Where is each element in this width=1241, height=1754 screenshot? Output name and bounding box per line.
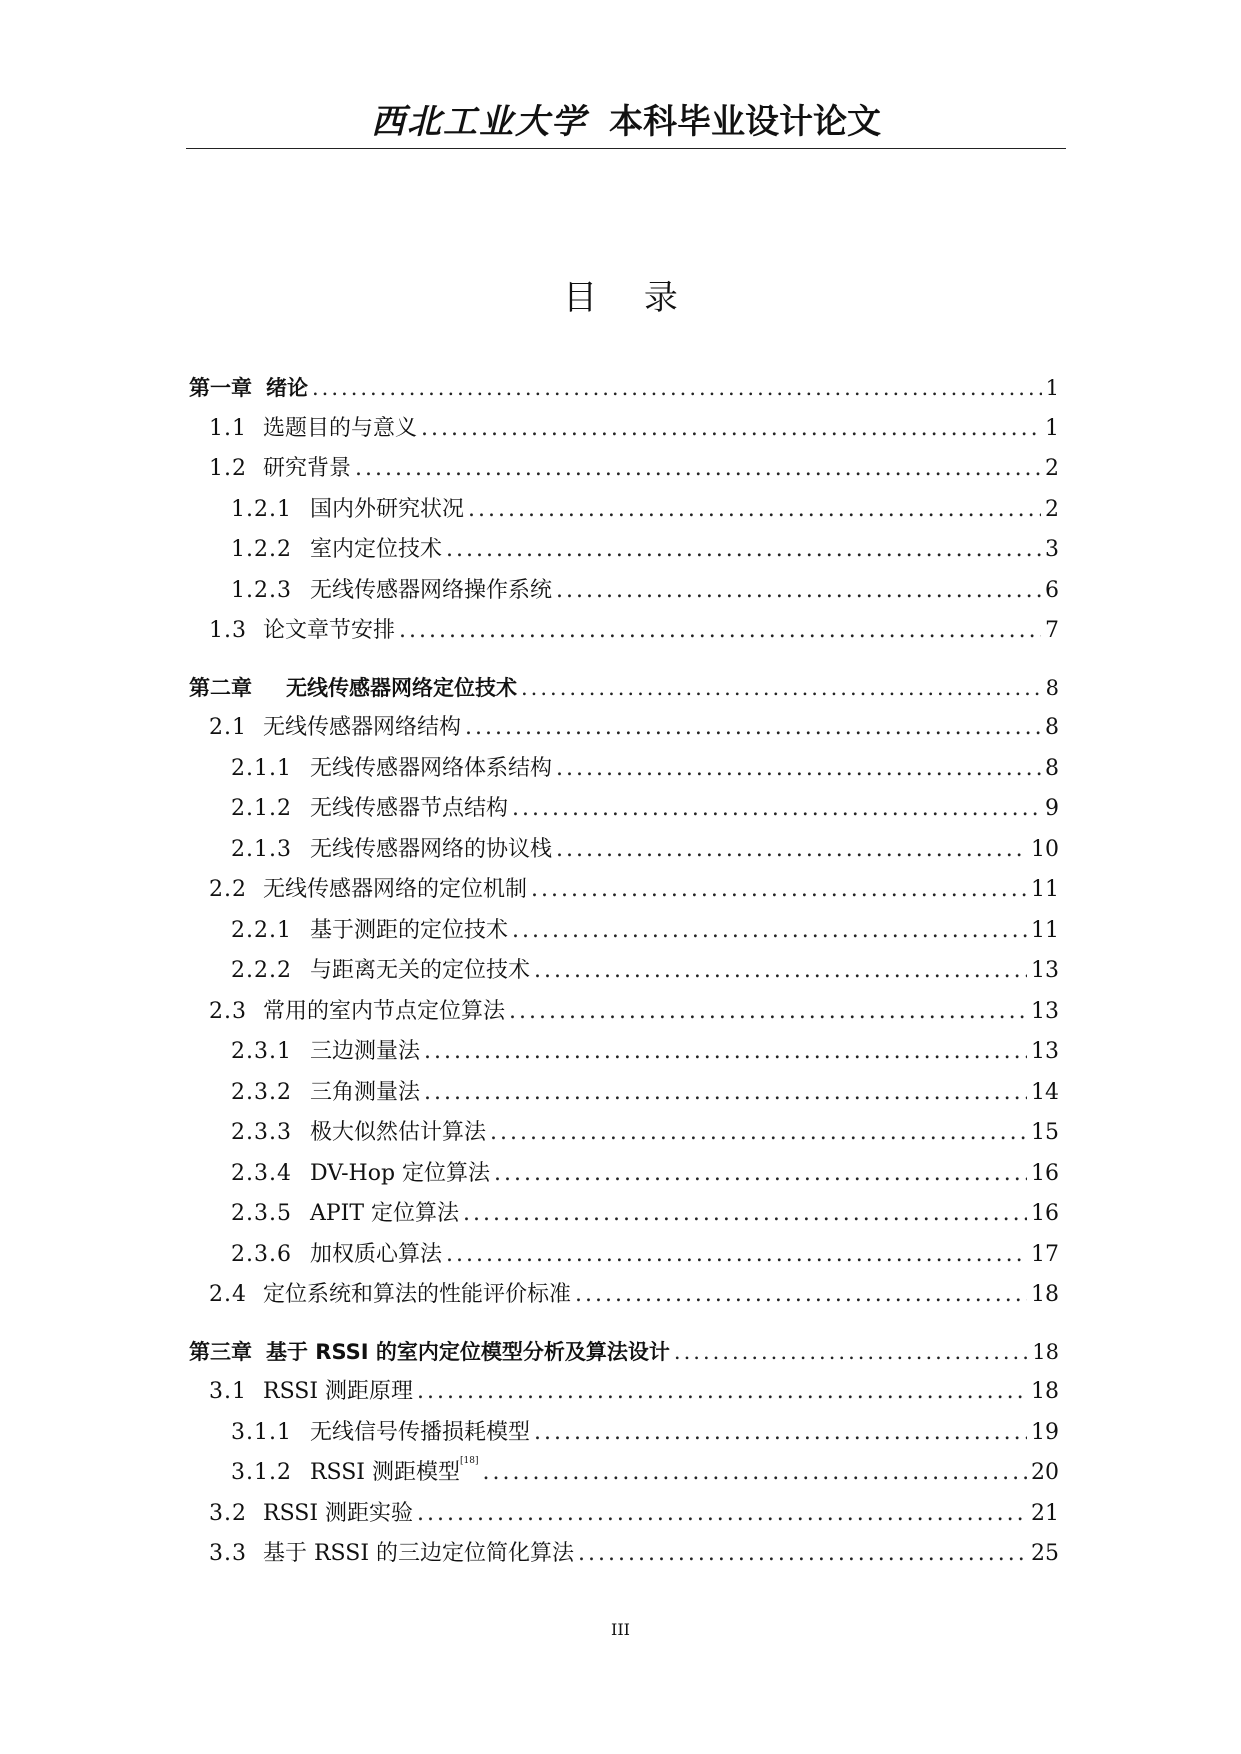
toc-entry-title <box>266 368 308 409</box>
dot-leader <box>446 1235 1027 1276</box>
toc-entry-title-text: 基于 RSSI 的三边定位简化算法 <box>263 1541 574 1566</box>
dot-leader <box>421 409 1041 450</box>
toc-entry[interactable] <box>189 611 1059 652</box>
dot-leader <box>424 1073 1027 1114</box>
toc-entry-page: 25 <box>1031 1541 1059 1566</box>
toc-entry-page: 8 <box>1045 675 1059 700</box>
header-divider <box>186 148 1066 149</box>
toc-entry-title-text: 研究背景 <box>263 456 352 481</box>
toc-entry-title-text: 三边测量法 <box>309 1039 420 1064</box>
toc-entry-page: 18 <box>1031 1282 1059 1307</box>
toc-entry-page: 18 <box>1032 1339 1059 1364</box>
dot-leader <box>490 1113 1027 1154</box>
toc-entry-title <box>286 668 517 709</box>
toc-entry-number: 第二章 <box>189 675 252 700</box>
toc-entry-number: 2.3.2 <box>231 1079 292 1105</box>
toc-entry-title <box>263 870 527 911</box>
toc-entry-number: 3.1.2 <box>231 1460 292 1485</box>
toc-entry-title <box>310 571 552 612</box>
dot-leader <box>482 1453 1027 1494</box>
toc-entry-page: 13 <box>1031 1039 1059 1064</box>
toc-entry[interactable] <box>189 668 1059 709</box>
dot-leader <box>399 611 1041 652</box>
toc-entry-page: 16 <box>1031 1160 1059 1186</box>
toc-entry-title <box>263 992 505 1033</box>
toc-entry-title <box>310 749 552 790</box>
toc-entry-number: 第三章 <box>189 1339 252 1364</box>
toc-entry-number: 3.1.1 <box>231 1419 292 1445</box>
toc-entry-page: 16 <box>1031 1201 1059 1226</box>
toc-entry[interactable] <box>189 830 1059 871</box>
dot-leader <box>534 951 1027 992</box>
toc-entry[interactable] <box>189 1413 1059 1454</box>
toc-entry[interactable] <box>189 1494 1059 1535</box>
dot-leader <box>512 789 1041 830</box>
toc-entry-title-text: 与距离无关的定位技术 <box>309 958 530 983</box>
dot-leader <box>312 368 1042 409</box>
toc-entry-page: 3 <box>1045 537 1059 562</box>
toc-entry-title-text: 常用的室内节点定位算法 <box>263 998 506 1024</box>
toc-entry-title-text: 室内定位技术 <box>309 537 442 562</box>
toc-entry-number: 1.1 <box>209 415 247 441</box>
toc-entry[interactable] <box>189 1332 1059 1373</box>
toc-entry-title-text: 无线传感器网络定位技术 <box>286 675 517 700</box>
toc-entry-title-text: 无线传感器节点结构 <box>309 796 508 821</box>
toc-entry-title-text: 无线传感器网络体系结构 <box>309 755 552 781</box>
dot-leader <box>509 992 1027 1033</box>
toc-entry-title-text: 论文章节安排 <box>263 618 396 643</box>
dot-leader <box>521 668 1042 709</box>
toc-entry-page: 8 <box>1045 755 1059 781</box>
toc-entry[interactable] <box>189 1073 1059 1114</box>
toc-entry[interactable] <box>189 1113 1059 1154</box>
toc-entry-title-text: 极大似然估计算法 <box>309 1120 486 1145</box>
toc-entry-page: 2 <box>1045 456 1059 481</box>
toc-entry-page: 13 <box>1031 998 1059 1024</box>
toc-entry-title <box>310 789 508 830</box>
toc-entry-title-text: DV-Hop 定位算法 <box>309 1160 491 1186</box>
toc-entry-number: 2.3.6 <box>231 1241 292 1267</box>
toc-entry-number: 2.3.4 <box>231 1160 292 1186</box>
toc-entry-title-text: 无线传感器网络的协议栈 <box>309 836 552 862</box>
dot-leader <box>531 870 1027 911</box>
toc-entry-title-text: RSSI 测距模型 <box>309 1460 460 1485</box>
toc-entry[interactable] <box>189 1534 1059 1575</box>
document-type: 本科毕业设计论文 <box>609 102 881 142</box>
toc-entry[interactable] <box>189 951 1059 992</box>
dot-leader <box>355 449 1041 490</box>
toc-entry-page: 2 <box>1045 496 1059 522</box>
toc-entry-title-text: 无线信号传播损耗模型 <box>309 1419 530 1445</box>
dot-leader <box>556 571 1041 612</box>
toc-entry[interactable] <box>189 870 1059 911</box>
toc-entry-title <box>310 490 464 531</box>
toc-entry-title-text: 国内外研究状况 <box>309 496 464 522</box>
toc-entry-title <box>310 1073 420 1114</box>
toc-entry-title-text: RSSI 测距实验 <box>263 1500 414 1526</box>
toc-entry-page: 19 <box>1031 1419 1059 1445</box>
dot-leader <box>463 1194 1027 1235</box>
toc-entry[interactable] <box>189 449 1059 490</box>
dot-leader <box>556 830 1027 871</box>
toc-entry[interactable] <box>189 1372 1059 1413</box>
toc-entry-number: 2.1.2 <box>231 796 292 821</box>
toc-entry-page: 11 <box>1031 877 1059 902</box>
toc-entry-page: 13 <box>1031 958 1059 983</box>
toc-entry-title <box>310 530 442 571</box>
toc-entry-page: 18 <box>1031 1379 1059 1404</box>
toc-entry-title-text: 无线传感器网络操作系统 <box>309 577 552 603</box>
dot-leader <box>417 1372 1027 1413</box>
toc-entry-title <box>263 409 417 450</box>
dot-leader <box>534 1413 1027 1454</box>
dot-leader <box>468 490 1041 531</box>
toc-entry-number: 1.2 <box>209 456 247 481</box>
toc-entry-title <box>263 708 461 749</box>
toc-entry-page: 1 <box>1045 415 1059 441</box>
toc-entry-title <box>310 1032 420 1073</box>
toc-entry-title <box>263 1275 571 1316</box>
toc-entry-title-text: 基于测距的定位技术 <box>309 917 508 943</box>
toc-entry-number: 1.3 <box>209 618 247 643</box>
toc-entry[interactable] <box>189 1453 1059 1494</box>
toc-entry-title <box>266 1332 670 1373</box>
dot-leader <box>578 1534 1027 1575</box>
toc-entry-number: 2.3.1 <box>231 1039 292 1064</box>
toc-entry-title-text: 绪论 <box>266 376 308 400</box>
dot-leader <box>556 749 1041 790</box>
table-of-contents <box>189 368 1059 1575</box>
toc-entry[interactable] <box>189 1194 1059 1235</box>
toc-entry-page: 14 <box>1031 1079 1059 1105</box>
toc-entry-page: 20 <box>1031 1460 1059 1485</box>
toc-entry[interactable] <box>189 1154 1059 1195</box>
dot-leader <box>465 708 1041 749</box>
toc-entry-number: 2.4 <box>209 1282 247 1307</box>
toc-entry-title <box>263 1534 574 1575</box>
toc-entry-number: 3.1 <box>209 1379 247 1404</box>
toc-entry-title-text: 基于 RSSI 的室内定位模型分析及算法设计 <box>266 1339 670 1364</box>
dot-leader <box>446 530 1041 571</box>
toc-entry[interactable] <box>189 409 1059 450</box>
toc-entry-number: 2.1.1 <box>231 755 292 781</box>
toc-entry-title-text: RSSI 测距原理 <box>263 1379 414 1404</box>
citation-marker: [18] <box>460 1456 479 1466</box>
toc-entry-title-text: APIT 定位算法 <box>309 1201 460 1226</box>
toc-entry[interactable] <box>189 490 1059 531</box>
toc-entry-page: 21 <box>1031 1500 1059 1526</box>
toc-entry-number: 1.2.1 <box>231 496 292 522</box>
toc-entry[interactable] <box>189 749 1059 790</box>
toc-title: 目 录 <box>563 278 696 318</box>
toc-entry-title <box>263 611 395 652</box>
university-name: 西北工业大学 <box>371 102 587 142</box>
toc-entry-title <box>310 951 530 992</box>
toc-entry-title <box>310 1194 459 1235</box>
toc-entry-title-text: 定位系统和算法的性能评价标准 <box>263 1282 572 1307</box>
toc-entry-number: 2.1 <box>209 715 247 740</box>
toc-entry-title <box>310 1154 490 1195</box>
toc-entry-title <box>310 1413 530 1454</box>
toc-entry-page: 8 <box>1045 715 1059 740</box>
toc-entry-number: 2.2.2 <box>231 958 292 983</box>
toc-entry-page: 9 <box>1045 796 1059 821</box>
toc-entry[interactable] <box>189 1275 1059 1316</box>
toc-entry-title-text: 选题目的与意义 <box>263 415 418 441</box>
toc-entry-number: 2.1.3 <box>231 836 292 862</box>
toc-entry-number: 2.2 <box>209 877 247 902</box>
toc-entry-page: 7 <box>1045 618 1059 643</box>
dot-leader <box>494 1154 1027 1195</box>
toc-entry-title <box>310 1453 479 1494</box>
toc-entry[interactable] <box>189 789 1059 830</box>
toc-entry-page: 17 <box>1031 1241 1059 1267</box>
toc-entry-title <box>310 830 552 871</box>
toc-entry-title-text: 无线传感器网络结构 <box>263 715 462 740</box>
toc-entry-number: 2.2.1 <box>231 917 292 943</box>
toc-entry-number: 第一章 <box>189 376 252 400</box>
page-number: III <box>611 1620 630 1639</box>
toc-entry-page: 10 <box>1031 836 1059 862</box>
dot-leader <box>674 1332 1028 1373</box>
toc-entry-title <box>310 1113 486 1154</box>
toc-entry-title <box>263 449 351 490</box>
toc-entry-title <box>263 1494 413 1535</box>
toc-entry[interactable] <box>189 708 1059 749</box>
toc-entry-page: 6 <box>1045 577 1059 603</box>
toc-entry-page: 15 <box>1031 1120 1059 1145</box>
dot-leader <box>424 1032 1027 1073</box>
toc-entry-title <box>310 1235 442 1276</box>
page-header <box>186 96 1066 148</box>
toc-entry-number: 2.3.3 <box>231 1120 292 1145</box>
toc-entry-number: 1.2.2 <box>231 537 292 562</box>
toc-entry-number: 1.2.3 <box>231 577 292 603</box>
toc-entry-title-text: 加权质心算法 <box>309 1241 442 1267</box>
toc-entry-number: 2.3.5 <box>231 1201 292 1226</box>
toc-entry-number: 2.3 <box>209 998 247 1024</box>
toc-entry[interactable] <box>189 1235 1059 1276</box>
toc-entry-page: 1 <box>1045 376 1059 400</box>
toc-entry-title-text: 无线传感器网络的定位机制 <box>263 877 528 902</box>
toc-entry[interactable] <box>189 1032 1059 1073</box>
toc-entry[interactable] <box>189 992 1059 1033</box>
dot-leader <box>512 911 1027 952</box>
dot-leader <box>417 1494 1027 1535</box>
toc-entry-page: 11 <box>1031 917 1059 943</box>
toc-entry[interactable] <box>189 530 1059 571</box>
toc-entry-title <box>263 1372 413 1413</box>
dot-leader <box>575 1275 1027 1316</box>
toc-entry[interactable] <box>189 911 1059 952</box>
toc-entry-title-text: 三角测量法 <box>309 1079 420 1105</box>
toc-entry[interactable] <box>189 368 1059 409</box>
toc-entry-number: 3.3 <box>209 1541 247 1566</box>
toc-entry[interactable] <box>189 571 1059 612</box>
toc-entry-number: 3.2 <box>209 1500 247 1526</box>
toc-entry-title <box>310 911 508 952</box>
